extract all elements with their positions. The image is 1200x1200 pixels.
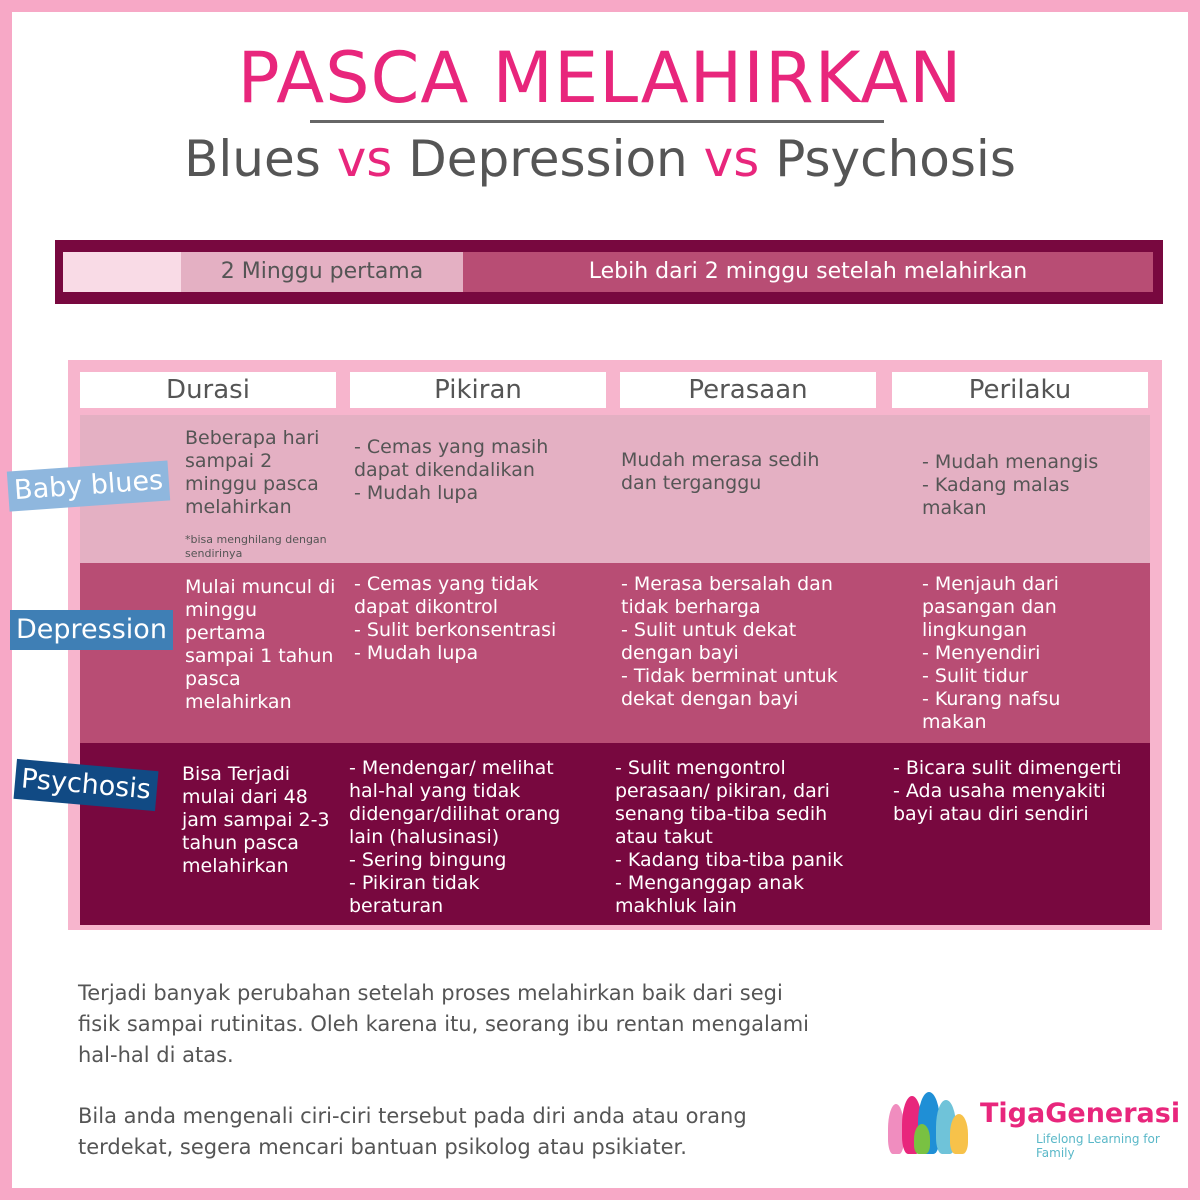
cell-line: dan terganggu — [621, 472, 762, 494]
cell-line: hal-hal yang tidak — [349, 780, 521, 802]
note-line: *bisa menghilang dengan — [185, 533, 327, 546]
page-subtitle — [0, 128, 1200, 190]
cell-perilaku — [922, 573, 1147, 734]
page-title: PASCA MELAHIRKAN — [237, 37, 963, 119]
cell-line: tidak berharga — [621, 596, 761, 618]
row-depression — [80, 563, 1150, 743]
paragraph-info — [78, 978, 868, 1071]
subtitle-vs: vs — [703, 130, 760, 188]
cell-line: Mudah merasa sedih — [621, 449, 820, 471]
cell-line: dengan bayi — [621, 642, 739, 664]
cell-perilaku — [922, 451, 1147, 520]
brand-name: TigaGenerasi — [980, 1098, 1181, 1129]
cell-perasaan — [621, 573, 876, 711]
cell-line: - Cemas yang masih — [354, 436, 549, 458]
note-line: sendirinya — [185, 547, 243, 560]
cell-line: - Menyendiri — [922, 642, 1041, 664]
cell-line: didengar/dilihat orang — [349, 803, 561, 825]
cell-line: dapat dikontrol — [354, 596, 498, 618]
cell-pikiran — [354, 573, 604, 665]
cell-line: beraturan — [349, 895, 444, 917]
brand-tagline: Lifelong Learning for Family — [1036, 1132, 1160, 1160]
cell-line: - Kadang tiba-tiba panik — [615, 849, 844, 871]
cell-line: makan — [922, 711, 987, 733]
cell-line: pasca — [185, 668, 241, 690]
cell-line: - Sulit tidur — [922, 665, 1028, 687]
label-depression: Depression — [10, 610, 173, 650]
cell-line: - Merasa bersalah dan — [621, 573, 833, 595]
cell-line: - Pikiran tidak — [349, 872, 480, 894]
cell-line: - Mudah lupa — [354, 642, 479, 664]
cell-line: sampai 1 tahun — [185, 645, 334, 667]
cell-line: tahun pasca — [182, 832, 299, 854]
subtitle-vs: vs — [336, 130, 393, 188]
paragraph-line: hal-hal di atas. — [78, 1043, 234, 1067]
row-psychosis — [80, 743, 1150, 925]
paragraph-advice — [78, 1101, 868, 1163]
cell-line: - Menganggap anak — [615, 872, 804, 894]
cell-line: - Kadang malas — [922, 474, 1070, 496]
cell-line: bayi atau diri sendiri — [893, 803, 1089, 825]
paragraph-line: fisik sampai rutinitas. Oleh karena itu, seorang ibu rentan mengalami — [78, 1012, 810, 1036]
row-baby-blues — [80, 415, 1150, 563]
cell-line: sampai 2 — [185, 450, 273, 472]
cell-line: minggu pasca — [185, 473, 319, 495]
cell-line: lingkungan — [922, 619, 1027, 641]
subtitle-psychosis: Psychosis — [775, 130, 1016, 188]
cell-line: melahirkan — [185, 691, 292, 713]
timeline-first-weeks: 2 Minggu pertama — [181, 252, 463, 292]
cell-line: dekat dengan bayi — [621, 688, 799, 710]
header-perilaku: Perilaku — [892, 372, 1148, 408]
timeline-start — [63, 252, 181, 292]
subtitle-depression: Depression — [408, 130, 688, 188]
cell-pikiran — [349, 757, 609, 918]
subtitle-blues: Blues — [184, 130, 321, 188]
cell-line: melahirkan — [182, 855, 289, 877]
title-divider — [310, 120, 884, 123]
cell-line: - Mudah menangis — [922, 451, 1099, 473]
paragraph-line: Bila anda mengenali ciri-ciri tersebut pada diri anda atau orang — [78, 1104, 747, 1128]
cell-durasi — [182, 763, 347, 878]
family-icon — [886, 1090, 976, 1160]
paragraph-line: Terjadi banyak perubahan setelah proses melahirkan baik dari segi — [78, 981, 783, 1005]
cell-line: - Sulit berkonsentrasi — [354, 619, 557, 641]
cell-line: - Sulit untuk dekat — [621, 619, 797, 641]
cell-line: atau takut — [615, 826, 713, 848]
timeline-later: Lebih dari 2 minggu setelah melahirkan — [463, 252, 1153, 292]
label-psychosis: Psychosis — [14, 759, 159, 811]
cell-line: dapat dikendalikan — [354, 459, 535, 481]
cell-durasi — [185, 576, 345, 714]
label-baby-blues: Baby blues — [7, 460, 171, 511]
cell-perasaan — [615, 757, 885, 918]
cell-line: minggu — [185, 599, 257, 621]
cell-perilaku — [893, 757, 1148, 826]
cell-line: Bisa Terjadi — [182, 763, 291, 785]
durasi-note — [185, 533, 345, 561]
cell-perasaan — [621, 449, 871, 495]
cell-durasi — [185, 427, 345, 561]
cell-line: jam sampai 2-3 — [182, 809, 330, 831]
comparison-table — [68, 360, 1162, 930]
cell-line: Beberapa hari — [185, 427, 320, 449]
cell-line: Mulai muncul di — [185, 576, 336, 598]
cell-line: - Sering bingung — [349, 849, 507, 871]
cell-line: makan — [922, 497, 987, 519]
cell-line: - Kurang nafsu — [922, 688, 1061, 710]
header-durasi: Durasi — [80, 372, 336, 408]
header-pikiran: Pikiran — [350, 372, 606, 408]
cell-line: - Cemas yang tidak — [354, 573, 539, 595]
cell-line: makhluk lain — [615, 895, 737, 917]
cell-line: perasaan/ pikiran, dari — [615, 780, 830, 802]
cell-pikiran — [354, 436, 604, 505]
cell-line: pasangan dan — [922, 596, 1057, 618]
cell-line: - Sulit mengontrol — [615, 757, 786, 779]
header-perasaan: Perasaan — [620, 372, 876, 408]
cell-line: - Tidak berminat untuk — [621, 665, 838, 687]
cell-line: senang tiba-tiba sedih — [615, 803, 828, 825]
cell-line: lain (halusinasi) — [349, 826, 500, 848]
cell-line: mulai dari 48 — [182, 786, 308, 808]
cell-line: pertama — [185, 622, 266, 644]
timeline-bar — [55, 240, 1163, 304]
cell-line: - Ada usaha menyakiti — [893, 780, 1106, 802]
cell-line: - Bicara sulit dimengerti — [893, 757, 1122, 779]
paragraph-line: terdekat, segera mencari bantuan psikolog atau psikiater. — [78, 1135, 687, 1159]
cell-line: melahirkan — [185, 496, 292, 518]
cell-line: - Mendengar/ melihat — [349, 757, 554, 779]
cell-line: - Menjauh dari — [922, 573, 1059, 595]
cell-line: - Mudah lupa — [354, 482, 479, 504]
brand-logo — [886, 1090, 1181, 1160]
